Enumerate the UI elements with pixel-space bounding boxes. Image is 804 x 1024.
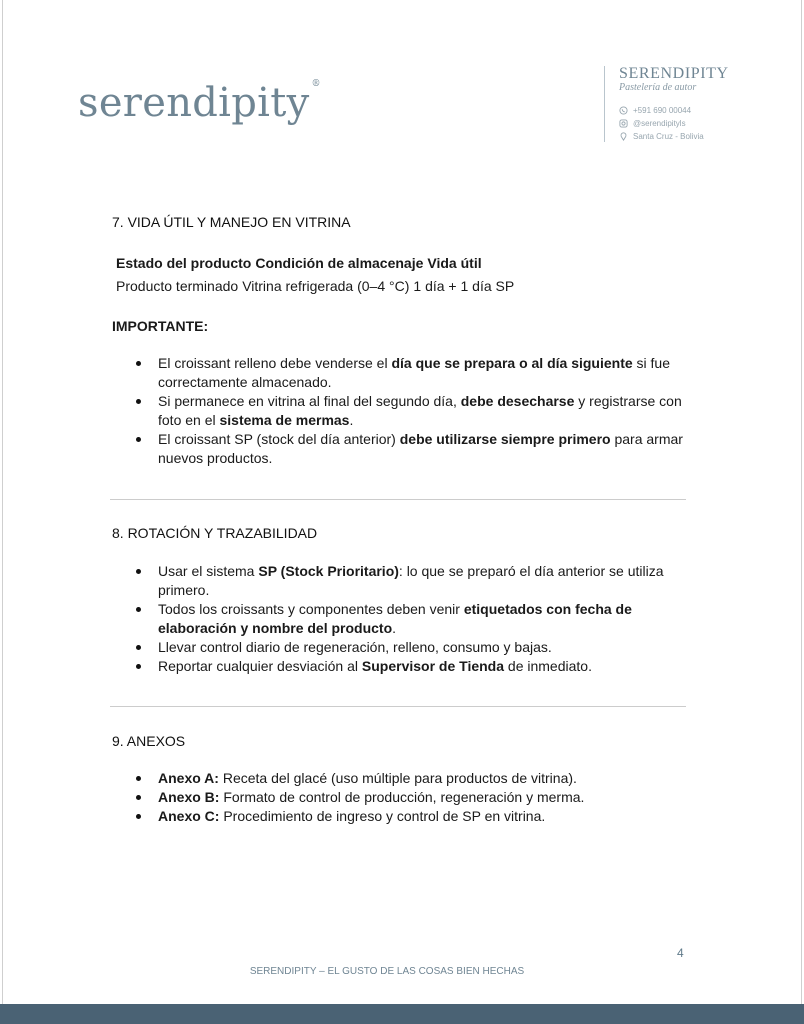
section-9-bullets [136,769,696,826]
bullet-icon [136,776,141,781]
list-item [136,769,696,788]
text: y registrarse con foto en el [158,393,682,428]
bold-text: debe desecharse [460,393,575,409]
table-header-cell: Estado del producto [116,255,252,271]
serendipity-logo [78,80,321,126]
bold-text: Anexo A: [158,770,219,786]
bold-text: Anexo B: [158,789,220,805]
page-number: 4 [677,946,684,960]
list-item [136,638,696,657]
brand-tagline: Pastelería de autor [619,82,697,93]
text: . [349,412,354,428]
list-item [136,392,696,430]
text: para armar nuevos productos. [158,431,683,466]
bullet-icon [136,437,141,442]
contact-phone-text: +591 690 00044 [633,106,692,115]
section-7-title: 7. VIDA ÚTIL Y MANEJO EN VITRINA [112,214,351,230]
text: de inmediato. [504,658,592,674]
instagram-icon [619,119,628,128]
text: El croissant SP (stock del día anterior) [158,431,400,447]
text: Si permanece en vitrina al final del segundo día, [158,393,461,409]
list-item [136,600,696,638]
contact-location-text: Santa Cruz - Bolivia [633,132,704,141]
contact-instagram-text: @serendipityls [633,119,686,128]
text: si fue correctamente almacenado. [158,355,671,390]
bold-text: etiquetados con fecha de elaboración y nombre del producto [158,601,632,636]
contact-instagram [619,117,754,130]
footer-text: SERENDIPITY – EL GUSTO DE LAS COSAS BIEN HECHAS [249,966,525,977]
text: El croissant relleno debe venderse el [158,355,392,371]
divider [110,706,686,707]
divider [110,499,686,500]
bold-text: SP (Stock Prioritario) [258,563,399,579]
bullet-icon [136,607,141,612]
important-label: IMPORTANTE: [112,318,209,334]
whatsapp-icon [619,106,628,115]
table-cell: Vitrina refrigerada (0–4 °C) [242,278,410,294]
contact-list [619,104,754,143]
list-item [136,354,696,392]
text: . [392,620,397,636]
table-header-cell: Vida útil [427,255,482,271]
table-cell: 1 día + 1 día SP [413,278,515,294]
shelf-life-table-header [116,255,482,271]
contact-location [619,130,754,143]
text: Usar el sistema [158,563,259,579]
bold-text: día que se prepara o al día siguiente [391,355,633,371]
bullet-icon [136,664,141,669]
contact-phone [619,104,754,117]
table-cell: Producto terminado [116,278,239,294]
section-8-bullets [136,562,696,676]
brand-contact-block [604,66,754,142]
bullet-icon [136,814,141,819]
bold-text: debe utilizarse siempre primero [399,431,611,447]
text: Reportar cualquier desviación al [158,658,362,674]
list-item [136,657,696,676]
table-header-cell: Condición de almacenaje [255,255,424,271]
bold-text: Supervisor de Tienda [361,658,505,674]
text: Todos los croissants y componentes deben venir [158,601,464,617]
text: Llevar control diario de regeneración, relleno, consumo y bajas. [158,639,552,655]
shelf-life-table-row [116,278,514,294]
text: Receta del glacé (uso múltiple para productos de vitrina). [218,770,577,786]
text: Procedimiento de ingreso y control de SP en vitrina. [219,808,546,824]
text: Formato de control de producción, regeneración y merma. [219,789,585,805]
page-frame [2,0,802,1014]
brand-name: SERENDIPITY [619,65,729,82]
section-9-title: 9. ANEXOS [112,733,186,749]
list-item [136,788,696,807]
registered-mark: ® [311,78,321,89]
list-item [136,562,696,600]
bullet-icon [136,645,141,650]
bullet-icon [136,795,141,800]
bold-text: sistema de mermas [219,412,350,428]
location-pin-icon [619,132,628,141]
section-7-bullets [136,354,696,468]
footer-bar [0,1004,804,1024]
bullet-icon [136,361,141,366]
list-item [136,430,696,468]
bullet-icon [136,569,141,574]
bold-text: Anexo C: [158,808,220,824]
list-item [136,807,696,826]
logo-text: serendipity [78,80,310,126]
section-8-title: 8. ROTACIÓN Y TRAZABILIDAD [112,525,318,541]
bullet-icon [136,399,141,404]
text: : lo que se preparó el día anterior se utiliza primero. [158,563,664,598]
